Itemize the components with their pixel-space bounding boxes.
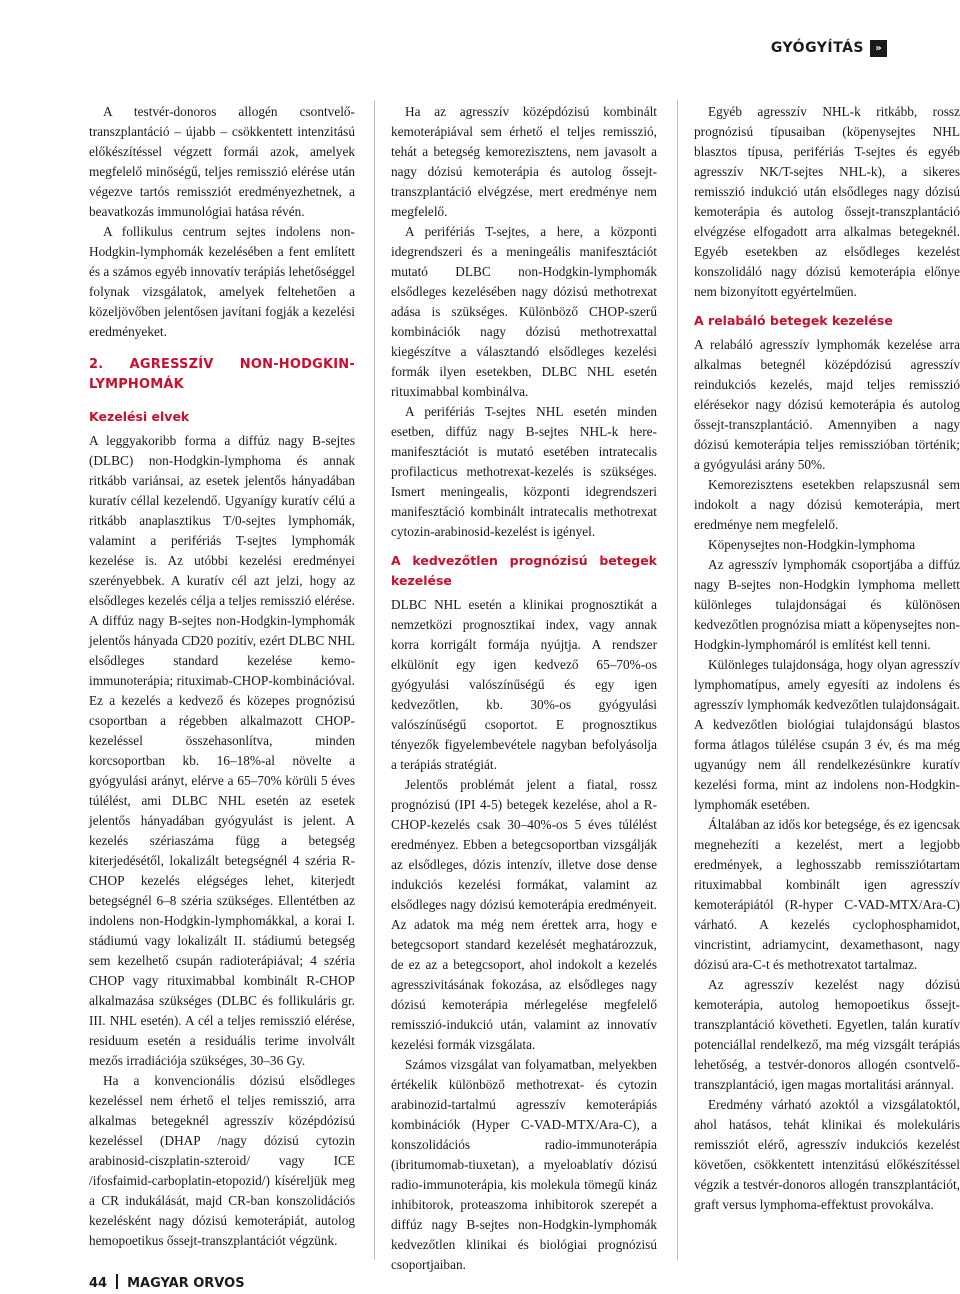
- paragraph: Az agresszív lymphomák csoportjába a diffúz nagy B-sejtes non-Hodgkin lymphoma mellett különleges tulajdonságai és különösen kedvezőtlen prognózisa miatt a köpenysejtes non-Hodgkin-lymphomáról is említést kell tenni.: [694, 557, 960, 652]
- paragraph: A leggyakoribb forma a diffúz nagy B-sejtes (DLBC) non-Hodgkin-lymphoma és annak ritkább variánsai, az esetek jelentős hányadában kuratív céllal kezelendő. Ugyanígy kuratív célú a ritkább anaplasztikus T/0-sejtes lymphomák, valamint a perifériás T-sejtes lymphomák kezelése is. Az utóbbi kezelési eredményei szerényebbek. A kuratív cél azt jelzi, hogy az elsődleges kezelés célja a teljes remisszió elérése. A diffúz nagy B-sejtes non-Hodgkin-lymphomák jelentős hányada CD20 pozitív, ezért DLBC NHL elsődleges standard kezelése kemo-immunoterápia; rituximab-CHOP-kombinációval. Ez a kezelés a kedvező és közepes prognózisú csoportban a régebben alkalmazott CHOP-kezeléssel összehasonlítva, minden korcsoportban kb. 16–18%-al növelte a gyógyulási arányt, elérve a 65–70% körüli 5 éves túlélést, ami DLBC NHL esetén az esetek jelentős hányadában gyógyulást is jelent. A kezelés szériaszáma függ a betegség kiterjedésétől, lokalizált betegségnél 4 széria R-CHOP kezelés elégséges lehet, kiterjedt betegségnél 6–8 széria szükséges. Ellentétben az indolens non-Hodgkin-lymphomákkal, a korai I. stádiumú vagy lokalizált II. stádiumú betegség sem kezelhető csupán radioterápiával; 4 széria CHOP vagy rituximabbal kombinált R-CHOP alkalmazása szükséges (DLBC és follikuláris gr. III. NHL esetén). A cél a teljes remisszió elérése, residuum esetén a residuális terime involvált mezős irradiációja szükséges, 30–36 Gy.: [89, 433, 355, 1068]
- page-footer: [89, 1274, 245, 1291]
- footer-divider: [116, 1274, 118, 1289]
- subsection-heading: Kezelési elvek: [89, 409, 190, 424]
- paragraph: Kemorezisztens esetekben relapszusnál sem indokolt a nagy dózisú kemoterápia, mert eredménye nem megfelelő.: [694, 477, 960, 532]
- subsection-heading: A kedvezőtlen prognózisú betegek kezelése: [391, 553, 657, 588]
- paragraph: A follikulus centrum sejtes indolens non-Hodgkin-lymphomák kezelésében a fent említett és a számos egyéb innovatív terápiás lehetőséggel folynak vizsgálatok, amelyek feltehetően a közeljövőben jelentősen javítani fogják a kezelési eredményeket.: [89, 224, 355, 339]
- paragraph: A perifériás T-sejtes NHL esetén minden esetben, diffúz nagy B-sejtes NHL-k here-manifesztációt is mutató esetében intratecalis profilacticus methotrexat-kezelés is szükséges. Ismert meningealis, központi idegrendszeri manifesztáció kombinált intratecalis methotrexat cytozin-arabinosid-kezelést is igényel.: [391, 404, 657, 539]
- paragraph: Köpenysejtes non-Hodgkin-lymphoma: [708, 537, 916, 552]
- paragraph: Különleges tulajdonsága, hogy olyan agresszív lymphomatípus, amely egyesíti az indolens és agresszív lymphomák kedvezőtlen tulajdonságait. A kedvezőtlen biológiai tulajdonságú blastos forma átlagos túlélése csupán 3 év, és ma még ugyanúgy nem áll rendelkezésünkre kuratív kezelési forma, mint az indolens non-Hodgkin-lymphomák esetében.: [694, 657, 960, 812]
- paragraph: A perifériás T-sejtes, a here, a központi idegrendszeri és a meningeális manifesztációt mutató DLBC non-Hodgkin-lymphomák elsődleges kezelésében nagy dózisú methotrexat adása is szükséges. Különböző CHOP-szerű kombinációk nagy dózisú methotrexattal kiegészítve a választandó elsődleges kezelési formák ilyen esetekben, DLBC NHL esetén rituximabbal kombinálva.: [391, 224, 657, 399]
- journal-name: MAGYAR ORVOS: [127, 1276, 245, 1291]
- paragraph: DLBC NHL esetén a klinikai prognosztikát a nemzetközi prognosztikai index, vagy annak korra korrigált formája nyújtja. A rendszer elkülönít egy igen kedvező 65–70%-os gyógyulási valószínűségű és egy igen kedvezőtlen, kb. 30%-os gyógyulási valószínűségű csoportot. E prognosztikus tényezők figyelembevétele nagyban befolyásolja a terápiás stratégiát.: [391, 597, 657, 772]
- paragraph: Egyéb agresszív NHL-k ritkább, rossz prognózisú típusaiban (köpenysejtes NHL blasztos típusa, perifériás T-sejtes és egyéb agresszív NK/T-sejtes NHL-k), a sikeres remisszió indukció után elsődleges nagy dózisú kemoterápia és autolog őssejt-transzplantáció elvégzése elfogadott arra alkalmas betegeknél. Egyéb esetekben az elsődleges kezelést konszolidáló nagy dózisú kemoterápia előnye nem bizonyított egyértelműen.: [694, 104, 960, 299]
- paragraph: A testvér-donoros allogén csontvelő-transzplantáció – újabb – csökkentett intenzitású előkészítéssel végzett formái azok, amelyek megfelelő minőségű, teljes remisszió elérése után végezve tartós remissziót eredményezhetnek, a beavatkozás immunológiai hatása révén.: [89, 104, 355, 219]
- section-label: GYÓGYÍTÁS: [770, 40, 864, 56]
- column-divider: [677, 100, 678, 1260]
- section-heading: 2. AGRESSZÍV NON-HODGKIN-LYMPHOMÁK: [89, 357, 355, 392]
- column-2: [391, 102, 657, 1272]
- paragraph: Az agresszív kezelést nagy dózisú kemoterápia, autolog hemopoetikus őssejt-transzplantáció követheti. Egyetlen, talán kuratív potenciállal rendelkező, ma még vizsgált terápiás lehetőség, a testvér-donoros allogén csontvelő-transzplantáció, igen magas mortalitási aránnyal.: [694, 977, 960, 1092]
- paragraph: Általában az idős kor betegsége, és ez igencsak megnehezíti a kezelést, mert a legjobb eredmények, a leghosszabb remissziótartam rituximabbal kombinált igen agresszív kemoterápiától (R-hyper C-VAD-MTX/Ara-C) várható. A kezelés cyclophosphamidot, vincristint, adriamycint, dexamethasont, nagy dózisú ara-C-t és methotrexatot tartalmaz.: [694, 817, 960, 972]
- paragraph: Eredmény várható azoktól a vizsgálatoktól, ahol hatásos, tehát klinikai és molekuláris remissziót elérő, agresszív indukciós kezelést követően, csökkentett intenzitású előkészítéssel végzik a testvér-donoros allogén transzplantációt, graft versus lymphoma-effektust provokálva.: [694, 1097, 960, 1212]
- column-divider: [374, 100, 375, 1260]
- paragraph: Jelentős problémát jelent a fiatal, rossz prognózisú (IPI 4-5) betegek kezelése, ahol a R-CHOP-kezelés csak 30–40%-os 5 éves túlélést eredményez. Ebben a betegcsoportban vizsgálják az elsődleges, dózis intenzív, illetve dose dense indukciós kezelési formákat, valamint az elsődleges nagy dózisú kemoterápia eredményeit. Az adatok ma még nem érettek arra, hogy e betegcsoport standard kezelését meghatározzuk, de ez az a betegcsoport, ahol indokolt a kezelés agresszivitásának fokozása, az elsődleges nagy dózisú kemoterápia mérlegelése megfelelő remisszió-indukció után, valamint az innovatív kezelési formák vizsgálata.: [391, 777, 657, 1052]
- subsection-heading: A relabáló betegek kezelése: [694, 313, 893, 328]
- paragraph: Ha a konvencionális dózisú elsődleges kezeléssel nem érhető el teljes remisszió, arra alkalmas betegeknél agresszív középdózisú kezeléssel (DHAP /nagy dózisú cytozin arabinosid-ciszplatin-szteroid/ vagy ICE /ifosfaimid-carboplatin-etopozid/) kíséreljük meg a CR indukálását, majd CR-ban konszolidációs kezelésként nagy dózisú kemoterápiát, autolog hemopoetikus őssejt-transzplantációt végzünk.: [89, 1073, 355, 1248]
- paragraph: Számos vizsgálat van folyamatban, melyekben értékelik különböző methotrexat- és cytozin arabinozid-tartalmú agresszív kemoterápiás kombinációk (Hyper C-VAD-MTX/Ara-C), a konszolidációs radio-immunoterápia (ibritumomab-tiuxetan), a myeloablatív dózisú radio-immunoterápia, kis molekula tömegű kináz inhibitorok, proteaszoma inhibitorok szerepét a diffúz nagy B-sejtes non-Hodgkin-lymphomák kedvezőtlen klinikai és biológiai prognózisú csoportjaiban.: [391, 1057, 657, 1272]
- column-1: [89, 102, 355, 1262]
- paragraph: Ha az agresszív középdózisú kombinált kemoterápiával sem érhető el teljes remisszió, tehát a betegség kemorezisztens, nem javasolt a nagy dózisú kemoterápia és autolog őssejt-transzplantáció elvégzése, mert eredménye nem megfelelő.: [391, 104, 657, 219]
- paragraph: A relabáló agresszív lymphomák kezelése arra alkalmas betegnél középdózisú agresszív reindukciós kezelés, majd teljes remisszió elérésekor nagy dózisú kemoterápia és autolog őssejt-transzplantáció. Amennyiben a nagy dózisú kemoterápia teljes remisszióban történik; a gyógyulási arány 50%.: [694, 337, 960, 472]
- chevron-right-icon: »: [870, 40, 887, 57]
- page-header: [0, 36, 960, 66]
- page-number: 44: [89, 1276, 108, 1291]
- column-3: [694, 102, 960, 1262]
